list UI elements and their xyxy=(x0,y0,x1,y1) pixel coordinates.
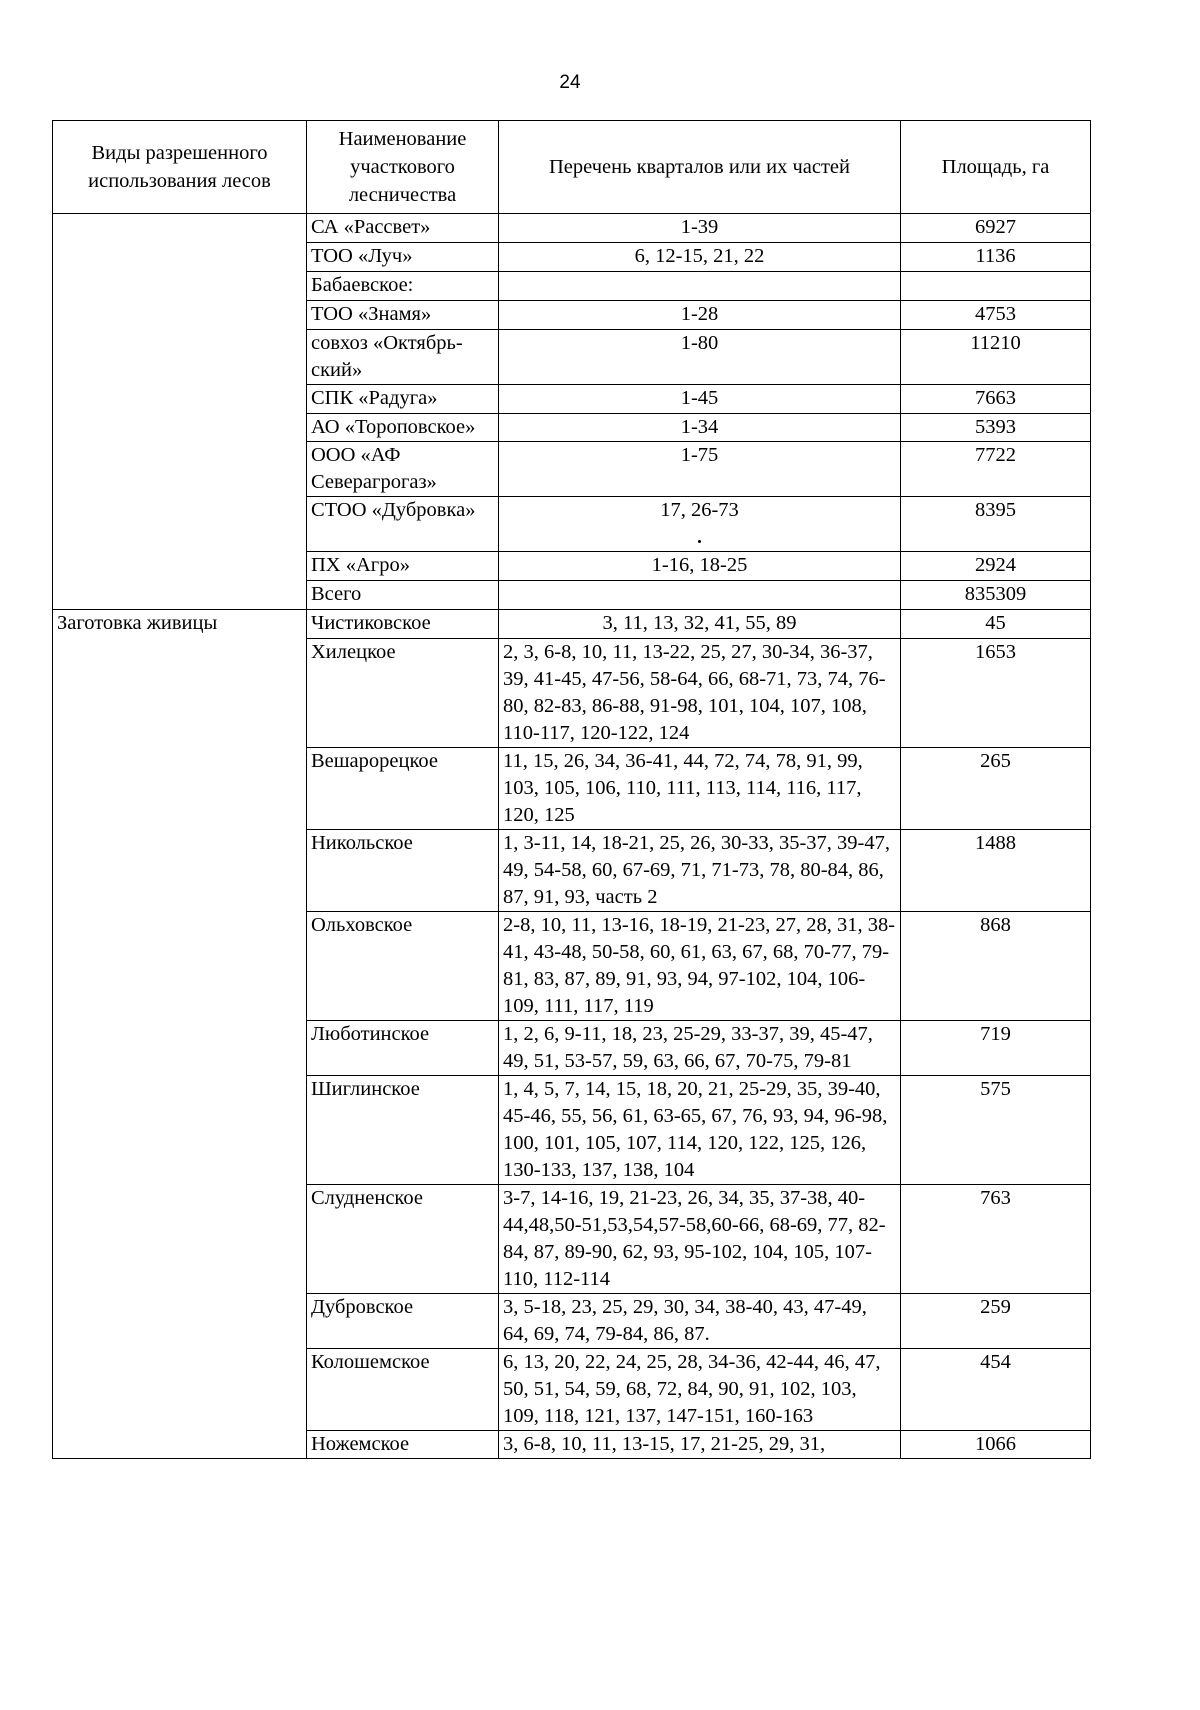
quarters-list xyxy=(499,581,901,610)
table-row xyxy=(53,610,1091,639)
forestry-name: Хилецкое xyxy=(307,639,499,748)
area-value: 8395 xyxy=(901,497,1091,552)
quarters-list: 3, 6-8, 10, 11, 13-15, 17, 21-25, 29, 31, xyxy=(499,1431,901,1459)
forestry-name: Колошемское xyxy=(307,1349,499,1431)
quarters-list: 3, 5-18, 23, 25, 29, 30, 34, 38-40, 43, 47-49, 64, 69, 74, 79-84, 86, 87. xyxy=(499,1294,901,1349)
quarters-list: 1-16, 18-25 xyxy=(499,552,901,581)
area-value: 265 xyxy=(901,748,1091,830)
quarters-list: 1, 2, 6, 9-11, 18, 23, 25-29, 33-37, 39, 45-47, 49, 51, 53-57, 59, 63, 66, 67, 70-75, 79-81 xyxy=(499,1021,901,1076)
area-value: 1066 xyxy=(901,1431,1091,1459)
forestry-name: СПК «Радуга» xyxy=(307,385,499,414)
quarters-text: 17, 26-73 xyxy=(660,499,739,521)
quarters-list: 1-45 xyxy=(499,385,901,414)
page-number: 24 xyxy=(559,72,581,93)
forestry-name: Шиглинское xyxy=(307,1076,499,1185)
quarters-list: 1-75 xyxy=(499,442,901,497)
table-row xyxy=(53,214,1091,243)
forestry-name: ТОО «Знамя» xyxy=(307,301,499,330)
area-value: 1488 xyxy=(901,830,1091,912)
area-value: 719 xyxy=(901,1021,1091,1076)
area-value xyxy=(901,272,1091,301)
area-value: 868 xyxy=(901,912,1091,1021)
forestry-name: ПХ «Агро» xyxy=(307,552,499,581)
area-value: 5393 xyxy=(901,414,1091,442)
forestry-name: Никольское xyxy=(307,830,499,912)
area-value: 4753 xyxy=(901,301,1091,330)
forestry-name: АО «Тороповское» xyxy=(307,414,499,442)
forestry-name: СА «Рассвет» xyxy=(307,214,499,243)
forestry-name: Люботинское xyxy=(307,1021,499,1076)
use-type-cell-empty xyxy=(53,214,307,610)
forestry-name: Ольховское xyxy=(307,912,499,1021)
area-value: 454 xyxy=(901,1349,1091,1431)
quarters-list: 6, 12-15, 21, 22 xyxy=(499,243,901,272)
quarters-list: 11, 15, 26, 34, 36-41, 44, 72, 74, 78, 91, 99, 103, 105, 106, 110, 111, 113, 114, 116, 117, 120, 125 xyxy=(499,748,901,830)
quarters-list: 3, 11, 13, 32, 41, 55, 89 xyxy=(499,610,901,639)
header-use-type: Виды разрешенного использования лесов xyxy=(53,121,307,214)
quarters-list xyxy=(499,497,901,552)
area-total-value: 835309 xyxy=(901,581,1091,610)
quarters-list: 1, 4, 5, 7, 14, 15, 18, 20, 21, 25-29, 35, 39-40, 45-46, 55, 56, 61, 63-65, 67, 76, 93, 94, 96-98, 100, 101, 105, 107, 114, 120, 122, 125, 126, 130-133, 137, 138, 104 xyxy=(499,1076,901,1185)
scan-speck xyxy=(698,540,701,543)
area-value: 6927 xyxy=(901,214,1091,243)
header-forestry-name: Наименование участкового лесничества xyxy=(307,121,499,214)
forestry-name: Дубровское xyxy=(307,1294,499,1349)
quarters-list: 1-39 xyxy=(499,214,901,243)
use-type-category: Заготовка живицы xyxy=(53,610,307,1459)
quarters-list: 6, 13, 20, 22, 24, 25, 28, 34-36, 42-44, 46, 47, 50, 51, 54, 59, 68, 72, 84, 90, 91, 102, 103, 109, 118, 121, 137, 147-151, 160-163 xyxy=(499,1349,901,1431)
forestry-name: Всего xyxy=(307,581,499,610)
forestry-name: Вешарорецкое xyxy=(307,748,499,830)
area-value: 2924 xyxy=(901,552,1091,581)
forestry-name: ООО «АФ Северагрогаз» xyxy=(307,442,499,497)
quarters-list: 1-34 xyxy=(499,414,901,442)
area-value: 259 xyxy=(901,1294,1091,1349)
forestry-name: ТОО «Луч» xyxy=(307,243,499,272)
forestry-name: Слудненское xyxy=(307,1185,499,1294)
area-value: 7722 xyxy=(901,442,1091,497)
forestry-name: Бабаевское: xyxy=(307,272,499,301)
quarters-list: 2-8, 10, 11, 13-16, 18-19, 21-23, 27, 28, 31, 38-41, 43-48, 50-58, 60, 61, 63, 67, 68, 70-77, 79-81, 83, 87, 89, 91, 93, 94, 97-102, 104, 106-109, 111, 117, 119 xyxy=(499,912,901,1021)
area-value: 7663 xyxy=(901,385,1091,414)
area-value: 1653 xyxy=(901,639,1091,748)
forestry-name: Ножемское xyxy=(307,1431,499,1459)
header-quarters: Перечень кварталов или их частей xyxy=(499,121,901,214)
area-value: 1136 xyxy=(901,243,1091,272)
area-value: 45 xyxy=(901,610,1091,639)
forestry-name: Чистиковское xyxy=(307,610,499,639)
header-area: Площадь, га xyxy=(901,121,1091,214)
quarters-list: 1-28 xyxy=(499,301,901,330)
forest-use-table xyxy=(52,120,1091,1459)
quarters-list xyxy=(499,272,901,301)
forestry-name: СТОО «Дубровка» xyxy=(307,497,499,552)
quarters-list: 1-80 xyxy=(499,330,901,385)
area-value: 11210 xyxy=(901,330,1091,385)
quarters-list: 2, 3, 6-8, 10, 11, 13-22, 25, 27, 30-34, 36-37, 39, 41-45, 47-56, 58-64, 66, 68-71, 73, 74, 76-80, 82-83, 86-88, 91-98, 101, 104, 107, 108, 110-117, 120-122, 124 xyxy=(499,639,901,748)
area-value: 763 xyxy=(901,1185,1091,1294)
forestry-name: совхоз «Октябрь-ский» xyxy=(307,330,499,385)
table-header-row xyxy=(53,121,1091,214)
quarters-list: 3-7, 14-16, 19, 21-23, 26, 34, 35, 37-38, 40-44,48,50-51,53,54,57-58,60-66, 68-69, 77, 82-84, 87, 89-90, 62, 93, 95-102, 104, 105, 107-110, 112-114 xyxy=(499,1185,901,1294)
quarters-list: 1, 3-11, 14, 18-21, 25, 26, 30-33, 35-37, 39-47, 49, 54-58, 60, 67-69, 71, 71-73, 78, 80-84, 86, 87, 91, 93, часть 2 xyxy=(499,830,901,912)
area-value: 575 xyxy=(901,1076,1091,1185)
